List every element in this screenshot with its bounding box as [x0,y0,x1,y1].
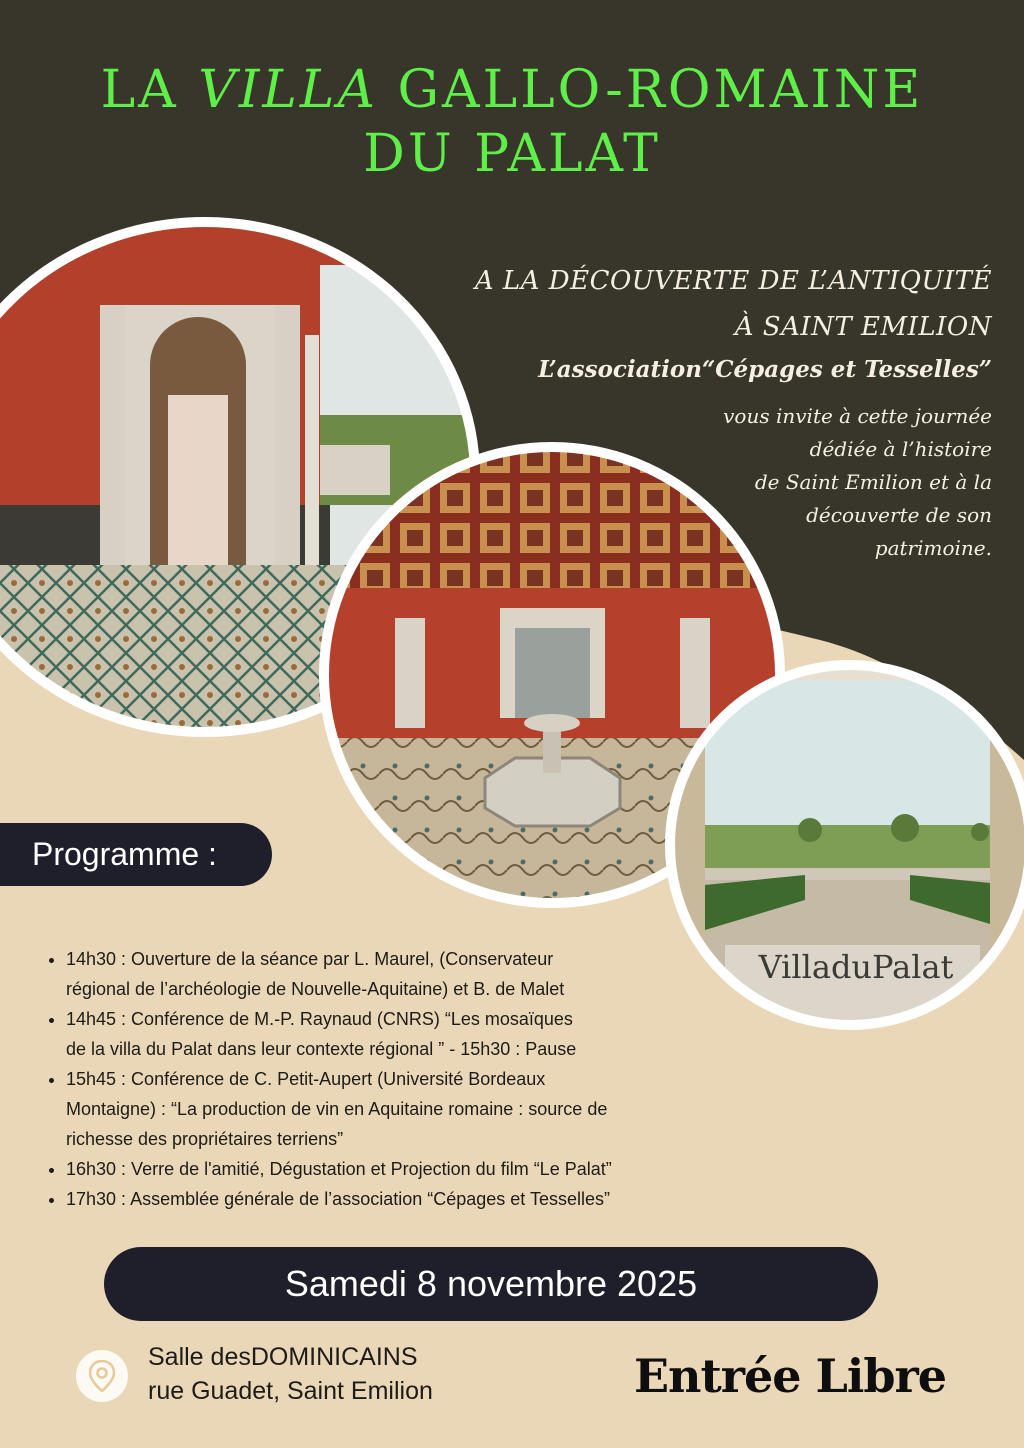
programme-item-line: richesse des propriétaires terriens” [66,1129,344,1149]
title-line2: DU PALAT [363,124,661,184]
title-line1-start: LA [100,60,199,120]
programme-item-line: de la villa du Palat dans leur contexte régional ” - 15h30 : Pause [66,1039,577,1059]
photo-caption: VilladuPalat [758,948,954,986]
invite-line: découverte de son [806,503,992,527]
programme-item [66,1004,766,1064]
programme-item [66,944,766,1004]
programme-item-line: Montaigne) : “La production de vin en Aquitaine romaine : source de [66,1099,608,1119]
title-villa-italic: VILLA [198,60,378,120]
invite-line: dédiée à l’histoire [809,437,992,461]
invite-line: patrimoine. [874,536,992,560]
venue-address [148,1340,433,1408]
programme-list [46,944,766,1214]
association-name: L’association“Cépages et Tesselles” [538,356,992,383]
poster-title [0,58,1024,186]
programme-item [66,1064,766,1154]
venue [76,1340,596,1420]
programme-item [66,1184,766,1214]
venue-line1: Salle desDOMINICAINS [148,1343,418,1371]
invite-line: vous invite à cette journée [723,404,992,428]
programme-item-line: 14h30 : Ouverture de la séance par L. Maurel, (Conservateur [66,949,554,969]
programme-heading: Programme : [0,823,272,886]
venue-line2: rue Guadet, Saint Emilion [148,1377,433,1405]
programme-item-line: 14h45 : Conférence de M.-P. Raynaud (CNRS) “Les mosaïques [66,1009,573,1029]
programme-item [66,1154,766,1184]
free-entry: Entrée Libre [633,1349,947,1403]
title-line1-end: GALLO-ROMAINE [377,60,924,120]
subtitle-line1: A LA DÉCOUVERTE DE L’ANTIQUITÉ [474,266,992,296]
programme-item-line: régional de l’archéologie de Nouvelle-Aquitaine) et B. de Malet [66,979,565,999]
location-pin-icon [76,1350,128,1402]
programme-item-line: 15h45 : Conférence de C. Petit-Aupert (Université Bordeaux [66,1069,546,1089]
subtitle-line2: À SAINT EMILION [734,312,992,342]
programme-item-line: 17h30 : Assemblée générale de l’association “Cépages et Tesselles” [66,1189,610,1209]
invite-line: de Saint Emilion et à la [754,470,992,494]
event-date: Samedi 8 novembre 2025 [104,1247,878,1321]
programme-item-line: 16h30 : Verre de l'amitié, Dégustation et Projection du film “Le Palat” [66,1159,612,1179]
